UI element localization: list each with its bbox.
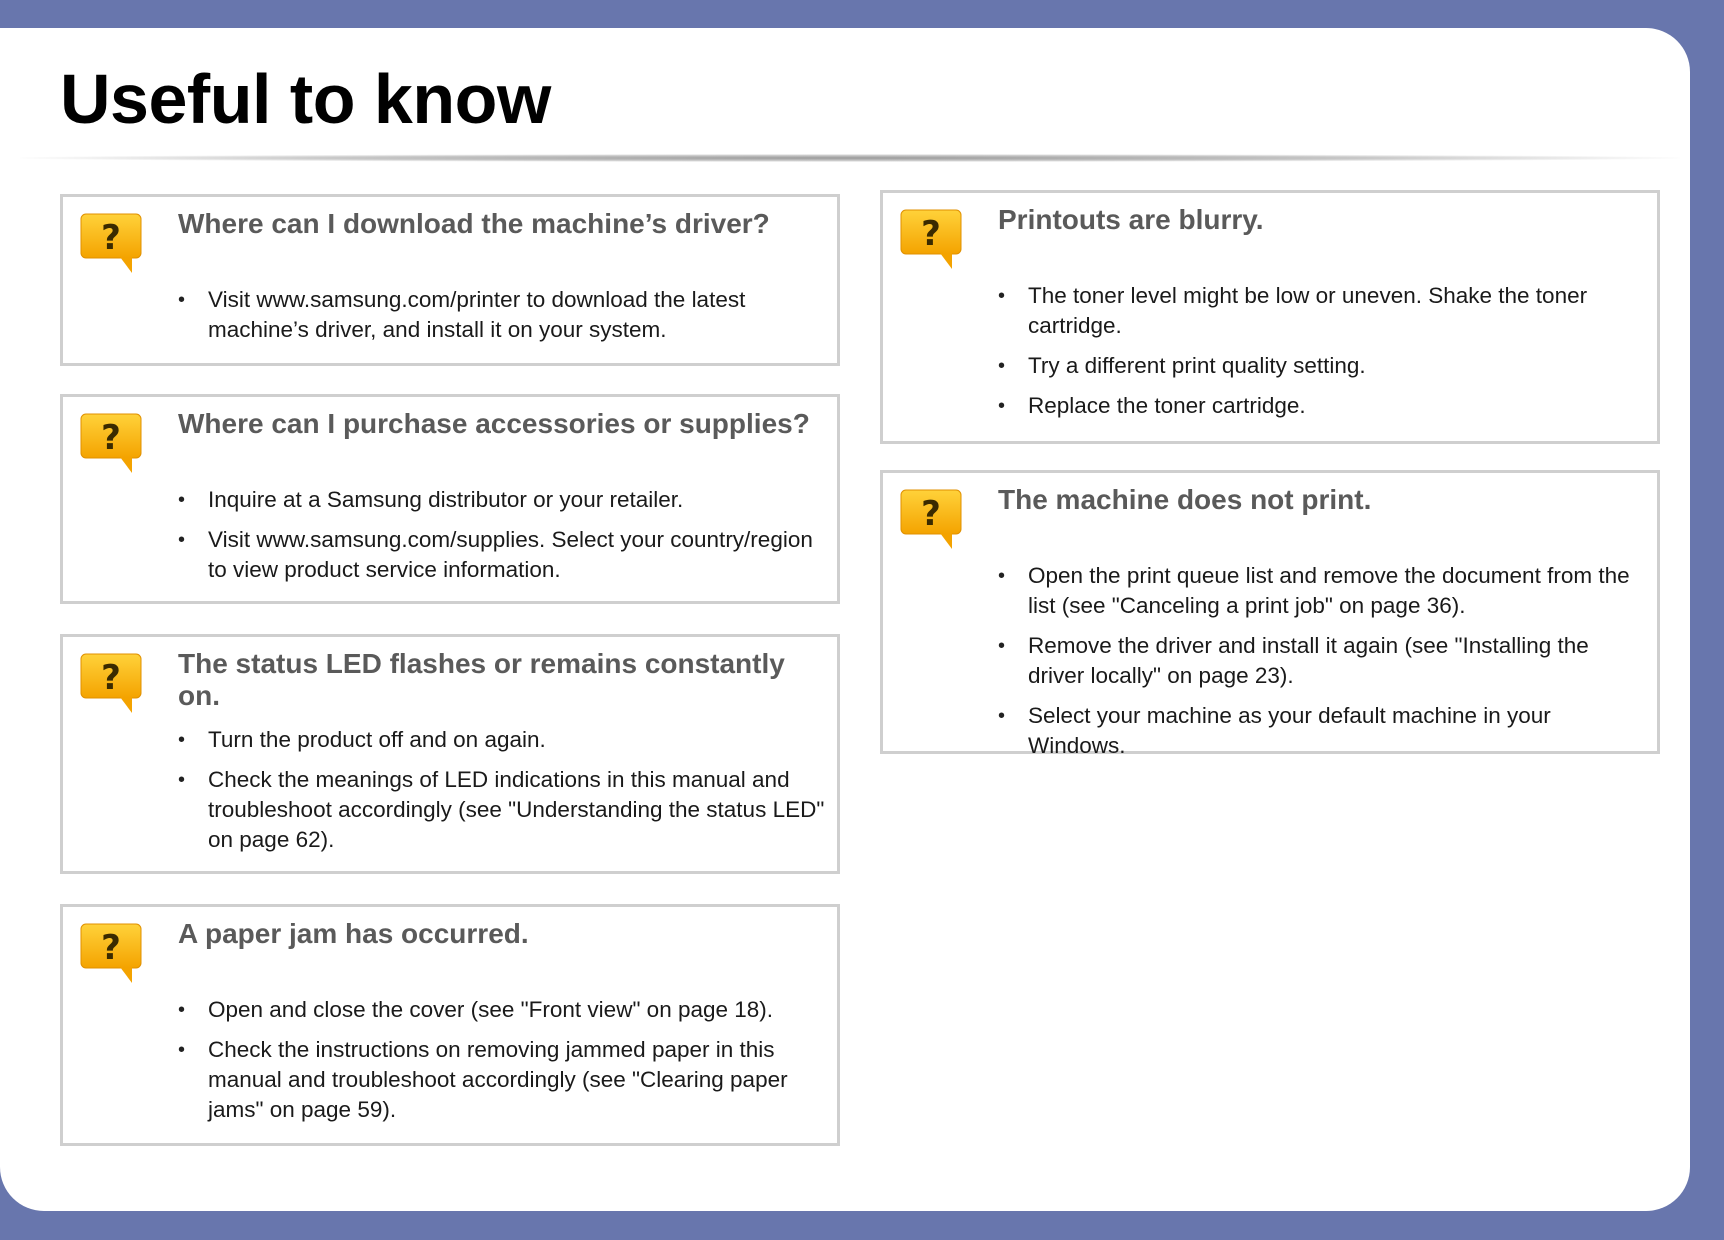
faq-answer bbox=[178, 525, 825, 585]
faq-answer bbox=[178, 485, 825, 515]
faq-question: The status LED flashes or remains constantly on. bbox=[178, 648, 785, 712]
question-icon bbox=[900, 209, 962, 271]
faq-box-machine-not-printing bbox=[880, 470, 1660, 758]
question-icon bbox=[80, 413, 142, 475]
bullet-icon: • bbox=[998, 395, 1006, 417]
faq-answer-text: Replace the toner cartridge. bbox=[1028, 393, 1306, 418]
page bbox=[0, 28, 1690, 1211]
question-icon bbox=[900, 489, 962, 551]
faq-question: Where can I download the machine’s driver? bbox=[178, 208, 770, 239]
faq-answer bbox=[178, 285, 825, 345]
faq-question: The machine does not print. bbox=[998, 484, 1372, 515]
faq-answer-text: Visit www.samsung.com/supplies. Select your country/region to view product service information. bbox=[208, 527, 813, 582]
svg-text:?: ? bbox=[101, 218, 121, 258]
question-icon bbox=[80, 213, 142, 275]
faq-box-accessories bbox=[60, 394, 840, 604]
bullet-icon: • bbox=[998, 635, 1006, 657]
bullet-icon: • bbox=[178, 1039, 186, 1061]
faq-answer-text: Turn the product off and on again. bbox=[208, 727, 546, 752]
faq-answer-list bbox=[998, 281, 1645, 431]
faq-question: Printouts are blurry. bbox=[998, 204, 1264, 235]
faq-answer bbox=[998, 561, 1645, 621]
faq-answer-list bbox=[998, 561, 1645, 771]
bullet-icon: • bbox=[998, 285, 1006, 307]
faq-answer-list bbox=[178, 285, 825, 355]
svg-text:?: ? bbox=[921, 214, 941, 254]
bullet-icon: • bbox=[998, 355, 1006, 377]
bullet-icon: • bbox=[998, 565, 1006, 587]
faq-answer bbox=[178, 765, 825, 855]
page-title: Useful to know bbox=[60, 60, 551, 138]
faq-answer bbox=[998, 281, 1645, 341]
faq-answer bbox=[998, 631, 1645, 691]
bullet-icon: • bbox=[178, 999, 186, 1021]
bullet-icon: • bbox=[178, 729, 186, 751]
faq-box-blurry-printouts bbox=[880, 190, 1660, 444]
svg-text:?: ? bbox=[921, 494, 941, 534]
bullet-icon: • bbox=[178, 489, 186, 511]
faq-answer bbox=[998, 391, 1645, 421]
faq-answer-text: Inquire at a Samsung distributor or your retailer. bbox=[208, 487, 684, 512]
faq-question: Where can I purchase accessories or supplies? bbox=[178, 408, 810, 439]
faq-answer bbox=[178, 1035, 825, 1125]
bullet-icon: • bbox=[178, 289, 186, 311]
question-icon bbox=[80, 653, 142, 715]
faq-box-driver-download bbox=[60, 194, 840, 366]
faq-answer bbox=[998, 351, 1645, 381]
faq-answer-list bbox=[178, 995, 825, 1135]
faq-answer-list bbox=[178, 485, 825, 595]
faq-answer-text: Remove the driver and install it again (see "Installing the driver locally" on page 23). bbox=[1028, 633, 1589, 688]
faq-answer-text: Open and close the cover (see "Front view" on page 18). bbox=[208, 997, 774, 1022]
faq-answer-text: Select your machine as your default machine in your Windows. bbox=[1028, 703, 1551, 758]
title-divider bbox=[20, 154, 1680, 162]
faq-answer-text: Check the meanings of LED indications in this manual and troubleshoot accordingly (see "Understanding the status LED" on page 62). bbox=[208, 767, 825, 852]
faq-answer bbox=[178, 995, 825, 1025]
bullet-icon: • bbox=[998, 705, 1006, 727]
bullet-icon: • bbox=[178, 529, 186, 551]
faq-answer-text: Check the instructions on removing jammed paper in this manual and troubleshoot accordingly (see "Clearing paper jams" on page 59). bbox=[208, 1037, 788, 1122]
faq-answer-list bbox=[178, 725, 825, 865]
svg-text:?: ? bbox=[101, 418, 121, 458]
bullet-icon: • bbox=[178, 769, 186, 791]
svg-text:?: ? bbox=[101, 928, 121, 968]
faq-answer-text: Try a different print quality setting. bbox=[1028, 353, 1366, 378]
faq-answer bbox=[998, 701, 1645, 761]
svg-text:?: ? bbox=[101, 658, 121, 698]
faq-box-status-led bbox=[60, 634, 840, 874]
faq-answer-text: The toner level might be low or uneven. Shake the toner cartridge. bbox=[1028, 283, 1588, 338]
faq-box-paper-jam bbox=[60, 904, 840, 1146]
faq-question: A paper jam has occurred. bbox=[178, 918, 529, 949]
faq-answer-text: Visit www.samsung.com/printer to download the latest machine’s driver, and install it on your system. bbox=[208, 287, 746, 342]
faq-answer bbox=[178, 725, 825, 755]
faq-answer-text: Open the print queue list and remove the document from the list (see "Canceling a print job" on page 36). bbox=[1028, 563, 1630, 618]
question-icon bbox=[80, 923, 142, 985]
